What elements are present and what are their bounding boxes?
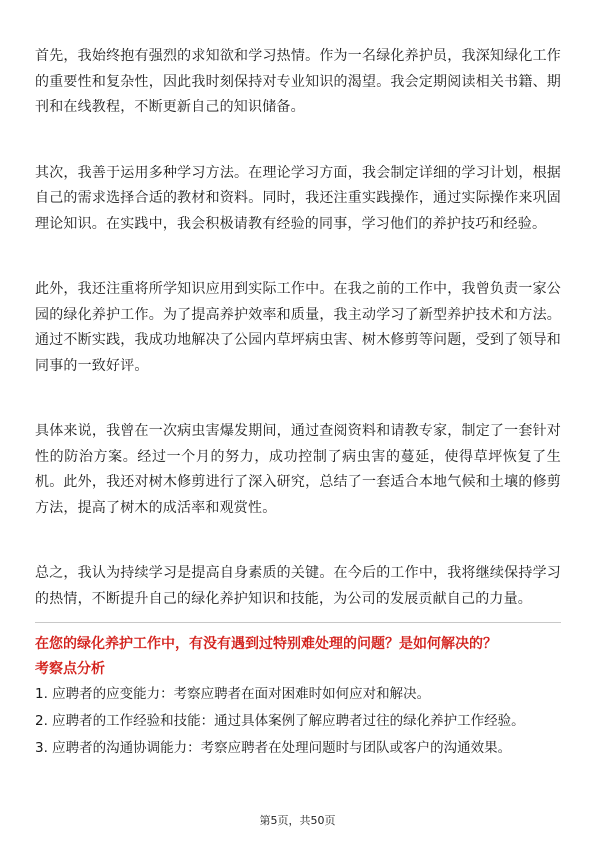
page-number-footer: 第5页，共50页 — [259, 814, 336, 827]
analysis-heading: 考察点分析 — [35, 661, 105, 677]
paragraph-third: 此外，我还注重将所学知识应用到实际工作中。在我之前的工作中，我曾负责一家公园的绿化养护工作。为了提高养护效率和质量，我主动学习了新型养护技术和方法。通过不断实践，我成功地解决了公园内草坪病虫害、树木修剪等问题，受到了领导和同事的一致好评。 — [35, 281, 561, 374]
section-divider — [35, 622, 561, 623]
paragraph-second: 其次，我善于运用多种学习方法。在理论学习方面，我会制定详细的学习计划，根据自己的需求选择合适的教材和资料。同时，我还注重实践操作，通过实际操作来巩固理论知识。在实践中，我会积极请教有经验的同事，学习他们的养护技巧和经验。 — [35, 164, 561, 232]
paragraph-fourth: 具体来说，我曾在一次病虫害爆发期间，通过查阅资料和请教专家，制定了一套针对性的防治方案。经过一个月的努力，成功控制了病虫害的蔓延，使得草坪恢复了生机。此外，我还对树木修剪进行了深入研究，总结了一套适合本地气候和土壤的修剪方法，提高了树木的成活率和观赏性。 — [35, 423, 561, 516]
analysis-points-list — [35, 683, 561, 759]
interview-question: 在您的绿化养护工作中，有没有遇到过特别难处理的问题？是如何解决的？ — [35, 636, 497, 652]
paragraph-conclusion: 总之，我认为持续学习是提高自身素质的关键。在今后的工作中，我将继续保持学习的热情，不断提升自己的绿化养护知识和技能，为公司的发展贡献自己的力量。 — [35, 565, 561, 607]
document-body — [35, 44, 561, 764]
paragraph-first: 首先，我始终抱有强烈的求知欲和学习热情。作为一名绿化养护员，我深知绿化工作的重要性和复杂性，因此我时刻保持对专业知识的渴望。我会定期阅读相关书籍、期刊和在线教程，不断更新自己的知识储备。 — [35, 48, 561, 115]
analysis-point: 3. 应聘者的沟通协调能力：考察应聘者在处理问题时与团队或客户的沟通效果。 — [35, 740, 512, 756]
analysis-point: 2. 应聘者的工作经验和技能：通过具体案例了解应聘者过往的绿化养护工作经验。 — [35, 713, 525, 729]
analysis-point: 1. 应聘者的应变能力：考察应聘者在面对困难时如何应对和解决。 — [35, 686, 431, 702]
